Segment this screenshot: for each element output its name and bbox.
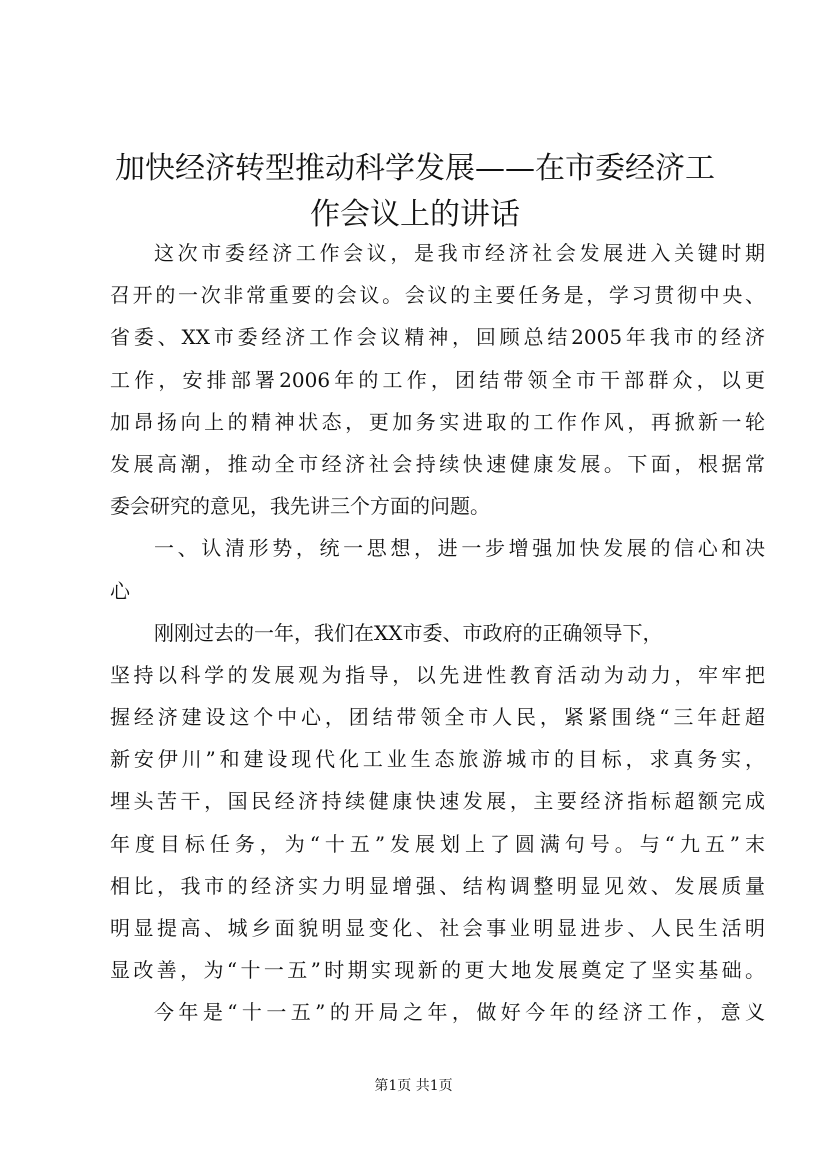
page-footer: 第1页 共1页: [374, 1078, 453, 1094]
title-line-1: 加快经济转型推动科学发展——在市委经济工: [115, 151, 715, 186]
body-line: 坚持以科学的发展观为指导，以先进性教育活动为动力，牢牢把: [110, 662, 765, 687]
body-line: 委会研究的意见，我先讲三个方面的问题。: [110, 494, 490, 519]
body-line: 相比，我市的经济实力明显增强、结构调整明显见效、发展质量: [110, 873, 765, 898]
body-line: 加昂扬向上的精神状态，更加务实进取的工作作风，再掀新一轮: [110, 409, 765, 434]
body-line: 召开的一次非常重要的会议。会议的主要任务是，学习贯彻中央、: [110, 283, 765, 308]
title-line-2: 作会议上的讲话: [310, 197, 520, 232]
body-line: 发展高潮，推动全市经济社会持续快速健康发展。下面，根据常: [110, 451, 765, 476]
body-line: 明显提高、城乡面貌明显变化、社会事业明显进步、人民生活明: [110, 916, 765, 940]
body-line: 这次市委经济工作会议，是我市经济社会发展进入关键时期: [154, 241, 765, 265]
body-line: 今年是“十一五”的开局之年，做好今年的经济工作，意义: [154, 1000, 765, 1025]
body-line: 显改善，为“十一五”时期实现新的更大地发展奠定了坚实基础。: [110, 958, 765, 983]
body-line: 埋头苦干，国民经济持续健康快速发展，主要经济指标超额完成: [110, 789, 765, 814]
section-heading-line: 心: [110, 578, 130, 603]
body-line: 年度目标任务，为“十五”发展划上了圆满句号。与“九五”末: [110, 831, 765, 856]
body-line: 工作，安排部署2006年的工作，团结带领全市干部群众，以更: [110, 367, 765, 392]
section-heading-line: 一、认清形势，统一思想，进一步增强加快发展的信心和决: [154, 536, 765, 561]
body-line: 刚刚过去的一年，我们在XX市委、市政府的正确领导下，: [154, 620, 663, 645]
body-line: 省委、XX市委经济工作会议精神，回顾总结2005年我市的经济: [110, 325, 765, 350]
document-body: [110, 232, 765, 1034]
body-line: 新安伊川”和建设现代化工业生态旅游城市的目标，求真务实，: [110, 747, 765, 772]
document-title: [100, 146, 730, 238]
body-line: 握经济建设这个中心，团结带领全市人民，紧紧围绕“三年赶超: [110, 705, 765, 730]
